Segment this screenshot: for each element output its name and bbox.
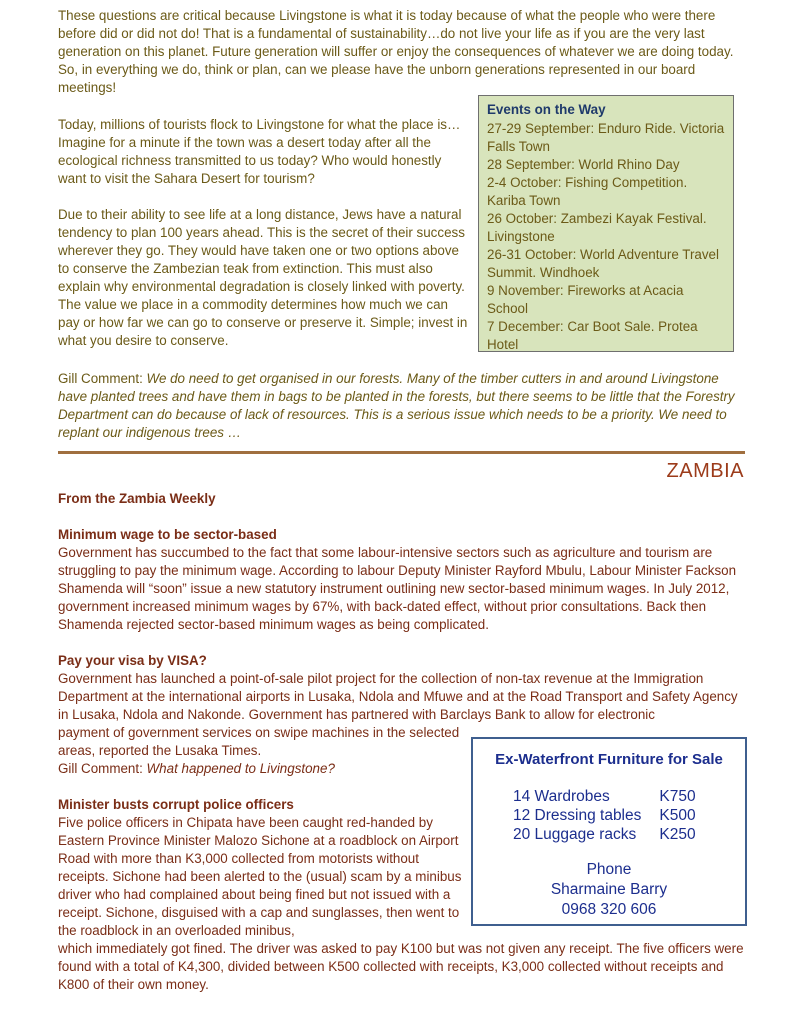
ad-item-name: 14 Wardrobes xyxy=(513,788,610,805)
paragraph-planning: Due to their ability to see life at a long distance, Jews have a natural tendency to plan 100 years ahead. This is the secret of their success wherever they go. They would have taken one or two options above to conserve the Zambezian teak from extinction. This must also explain why environmental degradation is closely linked with poverty. The value we place in a commodity determines how much we can pay or how far we can go to conserve or preserve it. Simple; invest in what you desire to conserve. xyxy=(58,207,468,348)
list-item xyxy=(513,825,696,844)
comment-label: Gill Comment: xyxy=(58,761,147,776)
intro-paragraph: These questions are critical because Livingstone is what it is today because of what the people who were there before did or did not do! That is a fundamental of sustainability…do not live your life as if you are the very last generation on this planet. Future generation will suffer or enjoy the consequences of whatever we are doing today. So, in everything we do, think or plan, can we please have the unborn generations represented in our board meetings! xyxy=(58,8,734,95)
comment-text: We do need to get organised in our forests. Many of the timber cutters in and around Livingstone have planted trees and have them in bags to be planted in the forests, but there seems to be little that the Forestry Department can do because of lack of resources. This is a serious issue which needs to be a priority. We need to replant our indigenous trees … xyxy=(58,371,735,440)
event-item: 26 October: Zambezi Kayak Festival. Livingstone xyxy=(487,211,707,244)
ad-phone-number: 0968 320 606 xyxy=(561,901,657,918)
article-body-visa-cont: payment of government services on swipe machines in the selected areas, reported the Lusaka Times. xyxy=(58,725,460,758)
ad-item-name: 12 Dressing tables xyxy=(513,807,642,824)
article-heading-police: Minister busts corrupt police officers xyxy=(58,797,294,812)
events-box xyxy=(478,95,734,352)
event-item: 9 November: Fireworks at Acacia School xyxy=(487,283,684,316)
comment-label: Gill Comment: xyxy=(58,371,147,386)
list-item xyxy=(513,806,696,825)
events-title: Events on the Way xyxy=(487,102,606,117)
ad-item-price: K250 xyxy=(659,826,696,843)
event-item: 26-31 October: World Adventure Travel Summit. Windhoek xyxy=(487,247,719,280)
article-heading-minimum-wage: Minimum wage to be sector-based xyxy=(58,527,277,542)
source-heading: From the Zambia Weekly xyxy=(58,491,216,506)
section-title: ZAMBIA xyxy=(666,460,744,482)
event-item: 2-4 October: Fishing Competition. Kariba Town xyxy=(487,175,688,208)
article-body-police-cont: which immediately got fined. The driver was asked to pay K100 but was not given any receipt. The five officers were found with a total of K4,300, divided between K500 collected with receipts, K3,000 collected without receipts and K800 of their own money. xyxy=(58,941,744,992)
ad-item-name: 20 Luggage racks xyxy=(513,826,637,843)
ad-contact-name: Sharmaine Barry xyxy=(550,881,668,898)
article-body-visa: Government has launched a point-of-sale pilot project for the collection of non-tax revenue at the Immigration Department at the international airports in Lusaka, Ndola and Mfuwe and at the Road Transport and Safety Agency in Lusaka, Ndola and Nakonde. Government has partnered with Barclays Bank to allow for electronic xyxy=(58,671,738,722)
event-item: 27-29 September: Enduro Ride. Victoria Falls Town xyxy=(487,121,725,154)
ad-item-price: K500 xyxy=(659,807,696,824)
comment-text: What happened to Livingstone? xyxy=(146,761,335,776)
gill-comment-forests xyxy=(58,370,748,442)
left-column xyxy=(58,116,470,350)
ad-price-list xyxy=(513,787,696,844)
list-item xyxy=(513,787,696,806)
article-body-minimum-wage: Government has succumbed to the fact that some labour-intensive sectors such as agriculture and tourism are struggling to pay the minimum wage. According to labour Deputy Minister Rayford Mbulu, Labour Minister Fackson Shamenda will “soon” issue a new statutory instrument outlining new sector-based minimum wages. In July 2012, government increased minimum wages by 67%, with back-dated effect, without prior consultations. Back then Shamenda rejected sector-based minimum wages as being complicated. xyxy=(58,545,737,632)
section-divider xyxy=(58,451,745,454)
article-body-police: Five police officers in Chipata have been caught red-handed by Eastern Province Minister Malozo Sichone at a roadblock on Airport Road with more than K3,000 collected from motorists without receipts. Sichone had been alerted to the (usual) scam by a minibus driver who had complained about being fined but not issued with a receipt. Sichone, disguised with a cap and sunglasses, then went to the roadblock in an overloaded minibus, xyxy=(58,815,462,938)
ad-item-price: K750 xyxy=(659,788,696,805)
ad-contact xyxy=(473,860,745,920)
furniture-ad xyxy=(471,737,747,926)
event-item: 28 September: World Rhino Day xyxy=(487,157,680,172)
ad-phone-label: Phone xyxy=(586,861,632,878)
event-item: 7 December: Car Boot Sale. Protea Hotel xyxy=(487,319,698,352)
paragraph-tourists: Today, millions of tourists flock to Livingstone for what the place is…Imagine for a minute if the town was a desert today after all the ecological richness transmitted to us today? Who would honestly want to visit the Sahara Desert for tourism? xyxy=(58,117,461,186)
article-heading-visa: Pay your visa by VISA? xyxy=(58,653,207,668)
ad-title: Ex-Waterfront Furniture for Sale xyxy=(495,751,723,768)
